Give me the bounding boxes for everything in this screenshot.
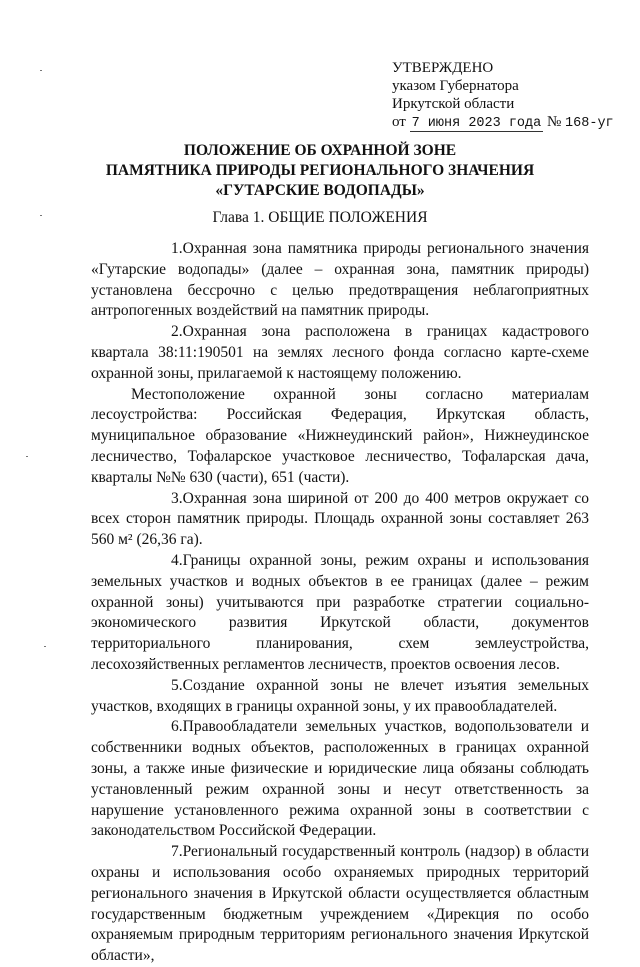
scan-speck (40, 70, 42, 71)
approval-date: 7 июня 2023 года (411, 116, 542, 131)
paragraph (91, 239, 589, 322)
paragraph-number: 1. (171, 240, 183, 257)
paragraph-text: Создание охранной зоны не влечет изъятия земельных участков, входящих в границы охранной зоны, у их правообладателей. (91, 676, 589, 715)
approval-heading: УТВЕРЖДЕНО (392, 60, 494, 76)
paragraph (91, 676, 589, 718)
approval-date-line (392, 113, 632, 133)
title-line-3: «ГУТАРСКИЕ ВОДОПАДЫ» (215, 182, 425, 199)
document-body (91, 239, 589, 967)
paragraph-text: Правообладатели земельных участков, водопользователи и собственники водных объектов, расположенных в границах охранной зоны, а также иные физические и юридические лица обязаны соблюдать установленный режим охранной зоны и несут ответственность за нарушение установленного режима охранной зоны в соответствии с законодательством Российской Федерации. (91, 718, 589, 840)
approval-region: Иркутской области (392, 96, 515, 112)
paragraph-number: 6. (171, 718, 183, 736)
paragraph (91, 385, 589, 489)
approval-number: 168-уг (565, 116, 614, 131)
paragraph-number: 5. (171, 676, 183, 694)
approval-decree: указом Губернатора (392, 78, 519, 94)
approval-from-prefix: от (392, 114, 406, 130)
paragraph (91, 489, 589, 551)
approval-number-label: № (546, 114, 562, 130)
paragraph-number: 7. (171, 843, 183, 861)
paragraph-number: 3. (171, 489, 183, 507)
approval-block (392, 59, 632, 133)
scan-speck (40, 215, 42, 216)
paragraph (91, 842, 589, 967)
paragraph-number: 2. (171, 323, 183, 341)
paragraph (91, 322, 589, 384)
paragraph (91, 717, 589, 842)
paragraph-text: Местоположение охранной зоны согласно материалам лесоустройства: Российская Федерация, Иркутская область, муниципальное образование «Нижнеудинский район», Нижнеудинское лесничество, Тофаларское участковое лесничество, Тофаларская дача, кварталы №№ 630 (части), 651 (части). (91, 385, 589, 486)
paragraph-text: Охранная зона расположена в границах кадастрового квартала 38:11:190501 на землях лесного фонда согласно карте-схеме охранной зоны, прилагаемой к настоящему положению. (91, 323, 589, 382)
paragraph-text: Региональный государственный контроль (надзор) в области охраны и использования особо охраняемых природных территорий регионального значения в Иркутской области осуществляется областным государственным бюджетным учреждением «Дирекция по особо охраняемым природным территориям регионального значения Иркутской области», (91, 843, 589, 965)
document-title (0, 141, 640, 201)
paragraph-text: Границы охранной зоны, режим охраны и использования земельных участков и водных объектов в ее границах (далее – режим охранной зоны) учитываются при разработке стратегии социально-экономического развития Иркутской области, документов территориального планирования, схем землеустройства, лесохозяйственных регламентов лесничеств, проектов освоения лесов. (91, 551, 589, 673)
scan-speck (26, 456, 28, 457)
paragraph-text: Охранная зона памятника природы регионального значения «Гутарские водопады» (далее – охранная зона, памятник природы) установлена бессрочно с целью предотвращения неблагоприятных антропогенных воздействий на памятник природы. (91, 240, 589, 320)
title-line-1: ПОЛОЖЕНИЕ ОБ ОХРАННОЙ ЗОНЕ (183, 142, 457, 159)
chapter-heading: Глава 1. ОБЩИЕ ПОЛОЖЕНИЯ (212, 209, 428, 226)
paragraph-number: 4. (171, 551, 183, 569)
title-line-2: ПАМЯТНИКА ПРИРОДЫ РЕГИОНАЛЬНОГО ЗНАЧЕНИЯ (105, 162, 535, 179)
paragraph (91, 551, 589, 676)
scan-speck (44, 646, 46, 647)
paragraph-text: Охранная зона шириной от 200 до 400 метров окружает со всех сторон памятник природы. Площадь охранной зоны составляет 263 560 м² (26,36 га). (91, 489, 589, 549)
